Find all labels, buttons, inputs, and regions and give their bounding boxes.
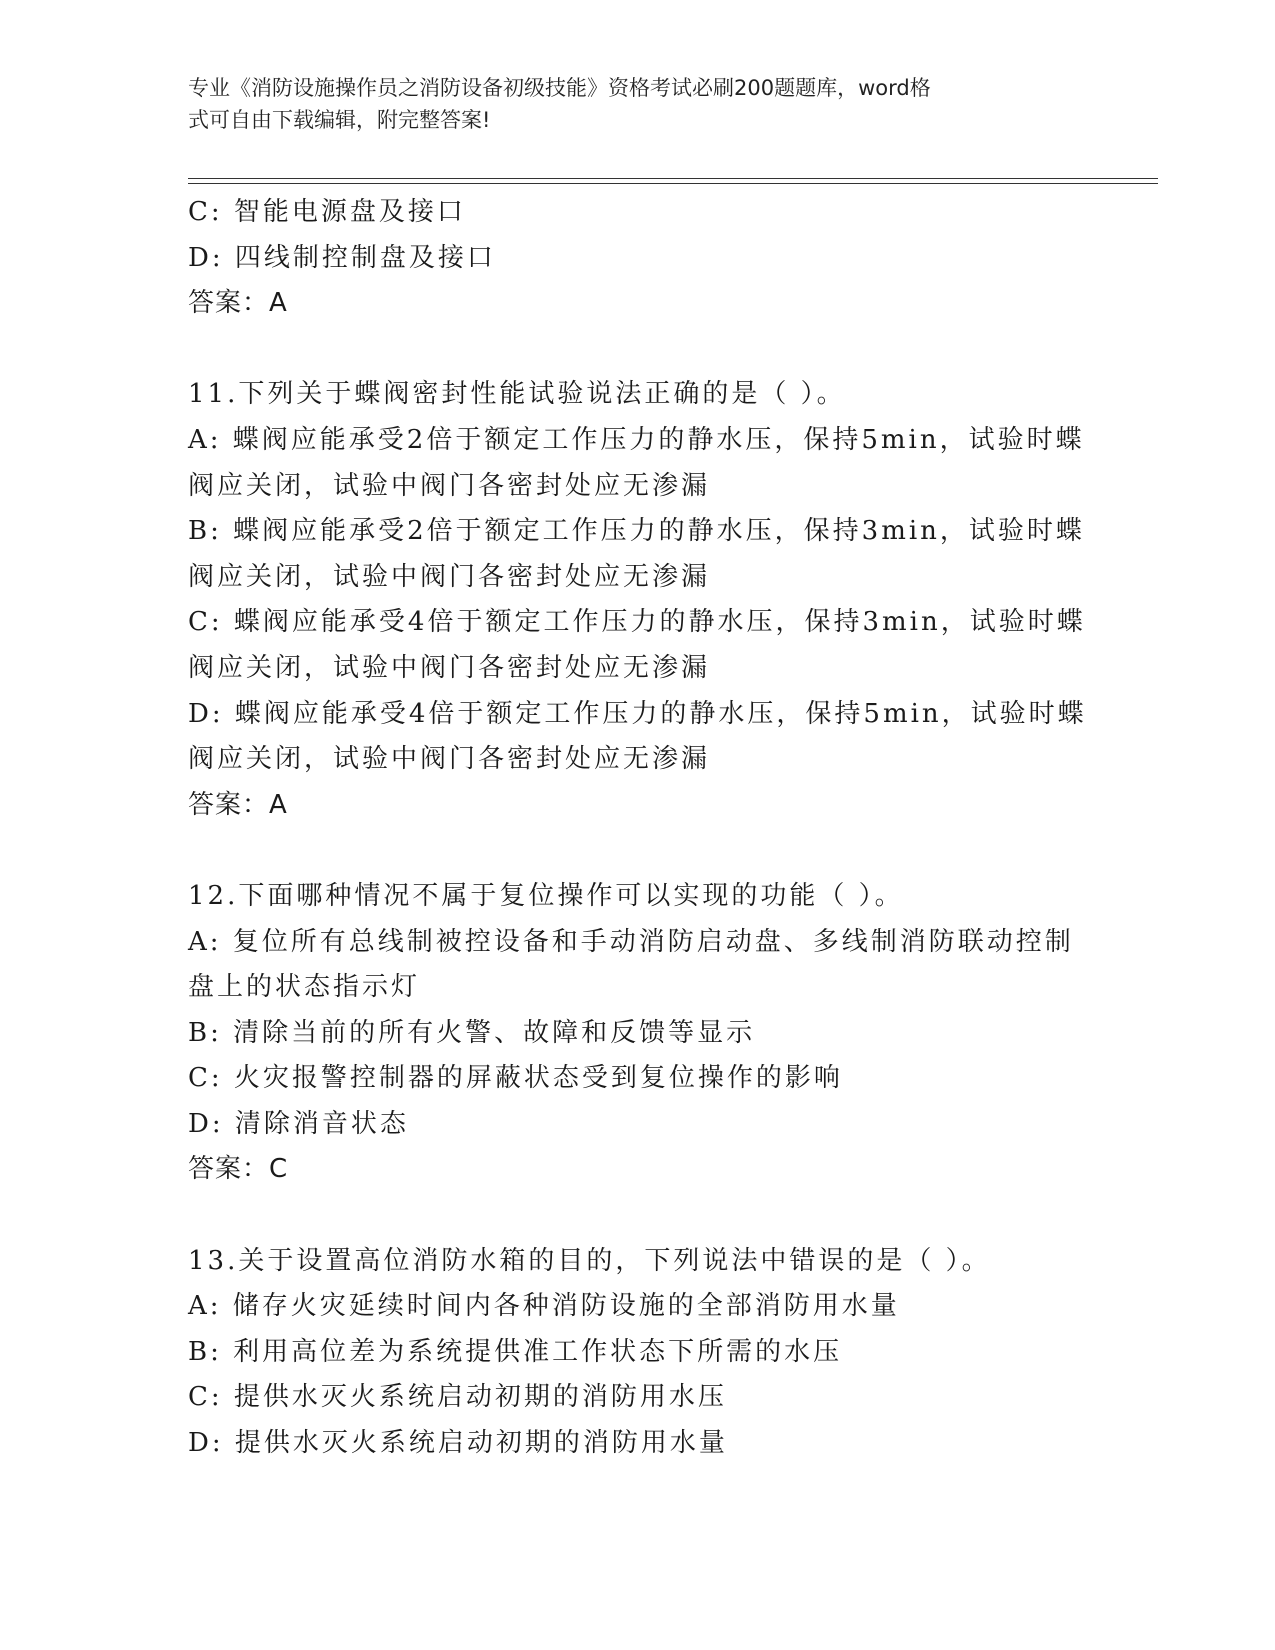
option-c: C: 提供水灭火系统启动初期的消防用水压 <box>188 1382 727 1413</box>
option-b-line-1: B: 蝶阀应能承受2倍于额定工作压力的静水压，保持3min，试验时蝶 <box>188 516 1085 547</box>
document-body <box>188 190 1088 1467</box>
option-c-line-2: 阀应关闭，试验中阀门各密封处应无渗漏 <box>188 652 711 683</box>
option-a-line-1: A: 复位所有总线制被控设备和手动消防启动盘、多线制消防联动控制 <box>188 926 1074 957</box>
answer-line: 答案：A <box>188 288 288 319</box>
question-text: 13.关于设置高位消防水箱的目的，下列说法中错误的是（ ）。 <box>188 1245 991 1276</box>
option-c: C: 火灾报警控制器的屏蔽状态受到复位操作的影响 <box>188 1063 843 1094</box>
option-a: A: 储存火灾延续时间内各种消防设施的全部消防用水量 <box>188 1291 900 1322</box>
header-divider-bottom <box>188 183 1158 184</box>
spacer <box>188 327 1088 373</box>
header-line-1: 专业《消防设施操作员之消防设备初级技能》资格考试必刷200题题库，word格 <box>188 76 931 100</box>
spacer <box>188 828 1088 874</box>
option-d: D: 提供水灭火系统启动初期的消防用水量 <box>188 1428 728 1459</box>
option-c-line-1: C: 蝶阀应能承受4倍于额定工作压力的静水压，保持3min，试验时蝶 <box>188 607 1086 638</box>
option-a-line-2: 阀应关闭，试验中阀门各密封处应无渗漏 <box>188 470 711 501</box>
option-b: B: 利用高位差为系统提供准工作状态下所需的水压 <box>188 1336 843 1367</box>
previous-question-tail <box>188 190 1088 327</box>
option-a-line-1: A: 蝶阀应能承受2倍于额定工作压力的静水压，保持5min，试验时蝶 <box>188 424 1085 455</box>
option-c: C: 智能电源盘及接口 <box>188 197 466 227</box>
option-d-line-2: 阀应关闭，试验中阀门各密封处应无渗漏 <box>188 744 711 775</box>
header-divider-top <box>188 178 1158 179</box>
answer-line: 答案：C <box>188 1154 289 1185</box>
header-line-2: 式可自由下载编辑，附完整答案! <box>188 108 491 132</box>
question-text: 11.下列关于蝶阀密封性能试验说法正确的是（ ）。 <box>188 379 846 410</box>
option-d: D: 四线制控制盘及接口 <box>188 242 496 273</box>
option-a-line-2: 盘上的状态指示灯 <box>188 972 421 1003</box>
document-header <box>188 72 1068 136</box>
question-11 <box>188 372 1088 828</box>
option-b-line-2: 阀应关闭，试验中阀门各密封处应无渗漏 <box>188 561 711 592</box>
option-d-line-1: D: 蝶阀应能承受4倍于额定工作压力的静水压，保持5min，试验时蝶 <box>188 698 1087 729</box>
option-b: B: 清除当前的所有火警、故障和反馈等显示 <box>188 1017 756 1048</box>
spacer <box>188 1193 1088 1239</box>
answer-line: 答案：A <box>188 789 288 820</box>
question-text: 12.下面哪种情况不属于复位操作可以实现的功能（ ）。 <box>188 880 904 911</box>
option-d: D: 清除消音状态 <box>188 1108 409 1139</box>
question-13 <box>188 1239 1088 1467</box>
question-12 <box>188 874 1088 1193</box>
